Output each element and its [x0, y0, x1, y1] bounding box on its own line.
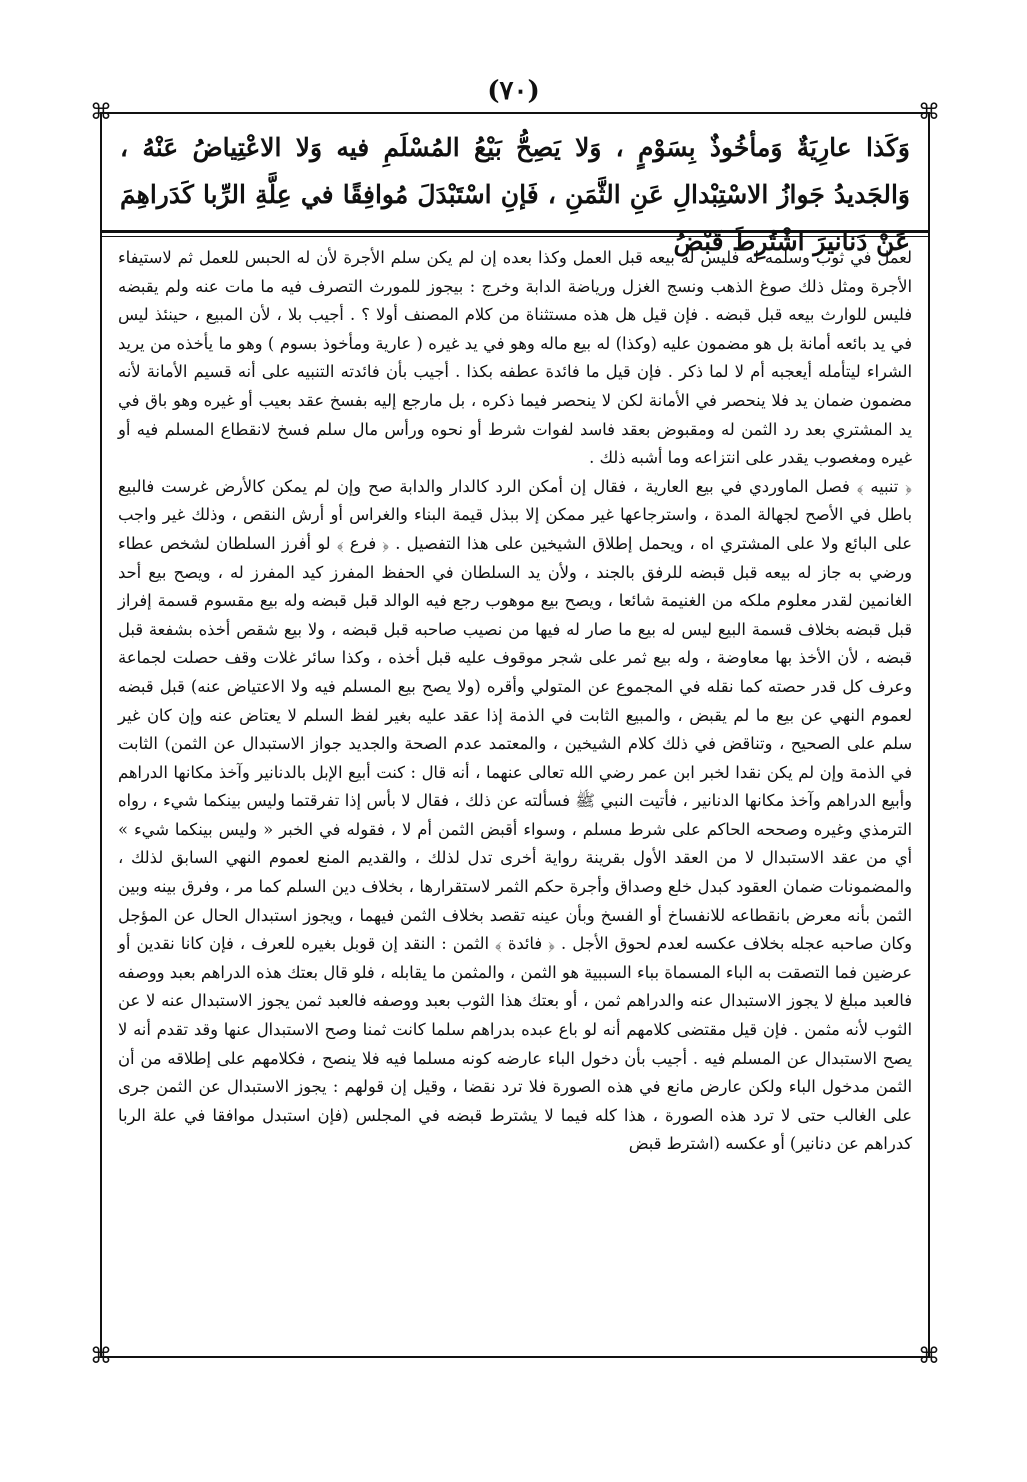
frame-top-rule — [100, 112, 930, 114]
corner-ornament-icon: ⌘ — [90, 100, 112, 125]
commentary-paragraph: ﴿ تنبيه ﴾ فصل الماوردي في بيع العارية ، فقال إن أمكن الرد كالدار والدابة صح وإن لم يمكن كالأرض غرست فالبيع باطل في الأصح لجهالة المدة ، واسترجاعها غير ممكن إلا ببذل قيمة البناء والغراس أو أرش النقص ، وذلك غير واجب على البائع ولا على المشتري اه ، ويحمل إطلاق الشيخين على هذا التفصيل . ﴿ فرع ﴾ لو أفرز السلطان لشخص عطاء ورضي به جاز له بيعه قبل قبضه للرفق بالجند ، ولأن يد السلطان في الحفظ المفرز كيد المفرز له ، ويصح بيع أحد الغانمين لقدر معلوم ملكه من الغنيمة شائعا ، ويصح بيع موهوب رجع فيه الوالد قبل قبضه وله بيع مقسوم قسمة إفراز قبل قبضه بخلاف قسمة البيع ليس له بيع ما صار له فيها من نصيب صاحبه قبل قبضه ، ولا بيع شقص أخذه بشفعة قبل قبضه ، لأن الأخذ بها معاوضة ، وله بيع ثمر على شجر موقوف عليه قبل أخذه ، وكذا سائر غلات وقف حصلت لجماعة وعرف كل قدر حصته كما نقله في المجموع عن المتولي وأقره (ولا يصح بيع المسلم فيه ولا الاعتياض عنه) قبل قبضه لعموم النهي عن بيع ما لم يقبض ، والمبيع الثابت في الذمة إذا عقد عليه بغير لفظ السلم لا يعتاض عنه وإن كان غير سلم على الصحيح ، وتناقض في ذلك كلام الشيخين ، والمعتمد عدم الصحة والجديد جواز الاستبدال عن الثمن) الثابت في الذمة وإن لم يكن نقدا لخبر ابن عمر رضي الله تعالى عنهما ، أنه قال : كنت أبيع الإبل بالدنانير وآخذ مكانها الدراهم وأبيع الدراهم وآخذ مكانها الدنانير ، فأتيت النبي ﷺ فسألته عن ذلك ، فقال لا بأس إذا تفرقتما وليس بينكما شيء ، رواه الترمذي وغيره وصححه الحاكم على شرط مسلم ، وسواء أقبض الثمن أم لا ، فقوله في الخبر « وليس بينكما شيء » أي من عقد الاستبدال لا من العقد الأول بقرينة رواية أخرى تدل لذلك ، والقديم المنع لعموم النهي السابق لذلك ، والمضمونات ضمان العقود كبدل خلع وصداق وأجرة حكم الثمر لاستقرارها ، بخلاف دين السلم كما مر ، وفرق بينه وبين الثمن بأنه معرض بانقطاعه للانفساخ أو الفسخ وبأن عينه تقصد بخلاف الثمن فيهما ، ويجوز استبدال الحال عن المؤجل وكان صاحبه عجله بخلاف عكسه لعدم لحوق الأجل . ﴿ فائدة ﴾ الثمن : النقد إن قوبل بغيره للعرف ، فإن كانا نقدين أو عرضين فما التصقت به الباء المسماة بباء السببية هو الثمن ، والمثمن ما يقابله ، فلو قال بعتك هذه الدراهم بعبد ووصفه فالعبد مبلغ لا يجوز الاستبدال عنه والدراهم ثمن ، أو بعتك هذا الثوب بعبد ووصفه فالعبد ثمن يجوز الاستبدال عنه لا عن الثوب لأنه مثمن . فإن قيل مقتضى كلامهم أنه لو باع عبده بدراهم سلما كانت ثمنا وصح الاستبدال عنها وقد تقدم أنه لا يصح الاستبدال عن المسلم فيه . أجيب بأن دخول الباء عارضه كونه مسلما فيه فلا ينصح ، فكلامهم على إطلاقه من أن الثمن مدخول الباء ولكن عارض مانع في هذه الصورة فلا ترد نقضا ، وقيل إن قولهم : يجوز الاستبدال عن الثمن جرى على الغالب حتى لا ترد هذه الصورة ، هذا كله فيما لا يشترط قبضه في المجلس (فإن استبدل موافقا في علة الربا كدراهم عن دنانير) أو عكسه (اشترط قبض — [118, 476, 912, 1154]
commentary-block — [118, 244, 912, 1159]
page-number: (٧٠) — [487, 76, 540, 106]
corner-ornament-icon: ⌘ — [90, 1344, 112, 1369]
corner-ornament-icon: ⌘ — [918, 1344, 940, 1369]
corner-ornament-icon: ⌘ — [918, 100, 940, 125]
matn-text: وَكَذا عارِيَةٌ وَمأخُوذٌ بِسَوْمٍ ، وَلا يَصِحُّ بَيْعُ المُسْلَمِ فيه وَلا الاعْتِياضُ عَنْهُ ، وَالجَديدُ جَوازُ الاسْتِبْدالِ عَنِ الثَّمَنِ ، فَإنِ اسْتَبْدَلَ مُوافِقًا في عِلَّةِ الرِّبا كَدَراهِمَ عَنْ دَنانيرَ اشْتُرِطَ قَبْضُ — [120, 133, 910, 256]
frame-left-rule — [100, 112, 102, 1358]
commentary-paragraph: لعمل في ثوب وسلمه له فليس له بيعه قبل العمل وكذا بعده إن لم يكن سلم الأجرة لأن له الحبس للعمل ثم لاستيفاء الأجرة ومثل ذلك صوغ الذهب ونسج الغزل ورياضة الدابة وخرج : بيجوز للمورث التصرف فيه ما مات عنه ولم يقبضه فليس للوارث بيعه قبل قبضه . فإن قيل هل هذه مستثناة من كلام المصنف أولا ؟ . أجيب بلا ، لأن المبيع ، حينئذ ليس في يد بائعه أمانة بل هو مضمون عليه (وكذا) له بيع ماله وهو في يد غيره ( عارية ومأخوذ بسوم ) وهو ما يأخذه من يريد الشراء ليتأمله أيعجبه أم لا لما ذكر . فإن قيل ما فائدة عطفه بكذا . أجيب بأن فائدته التنبيه على أنه قسيم الأمانة لأنه مضمون ضمان يد فلا ينحصر في الأمانة لكن لا ينحصر فيما ذكره ، بل مارجع إليه بفسخ عقد بعيب أو غيره وهو باق في يد المشتري بعد رد الثمن له ومقبوض بعقد فاسد لفوات شرط أو نحوه ورأس مال سلم فسخ لانقطاع المسلم فيه أو غيره ومغصوب يقدر على انتزاعه وما أشبه ذلك . — [118, 248, 912, 468]
frame-bottom-rule — [100, 1356, 930, 1358]
frame-right-rule — [928, 112, 930, 1358]
